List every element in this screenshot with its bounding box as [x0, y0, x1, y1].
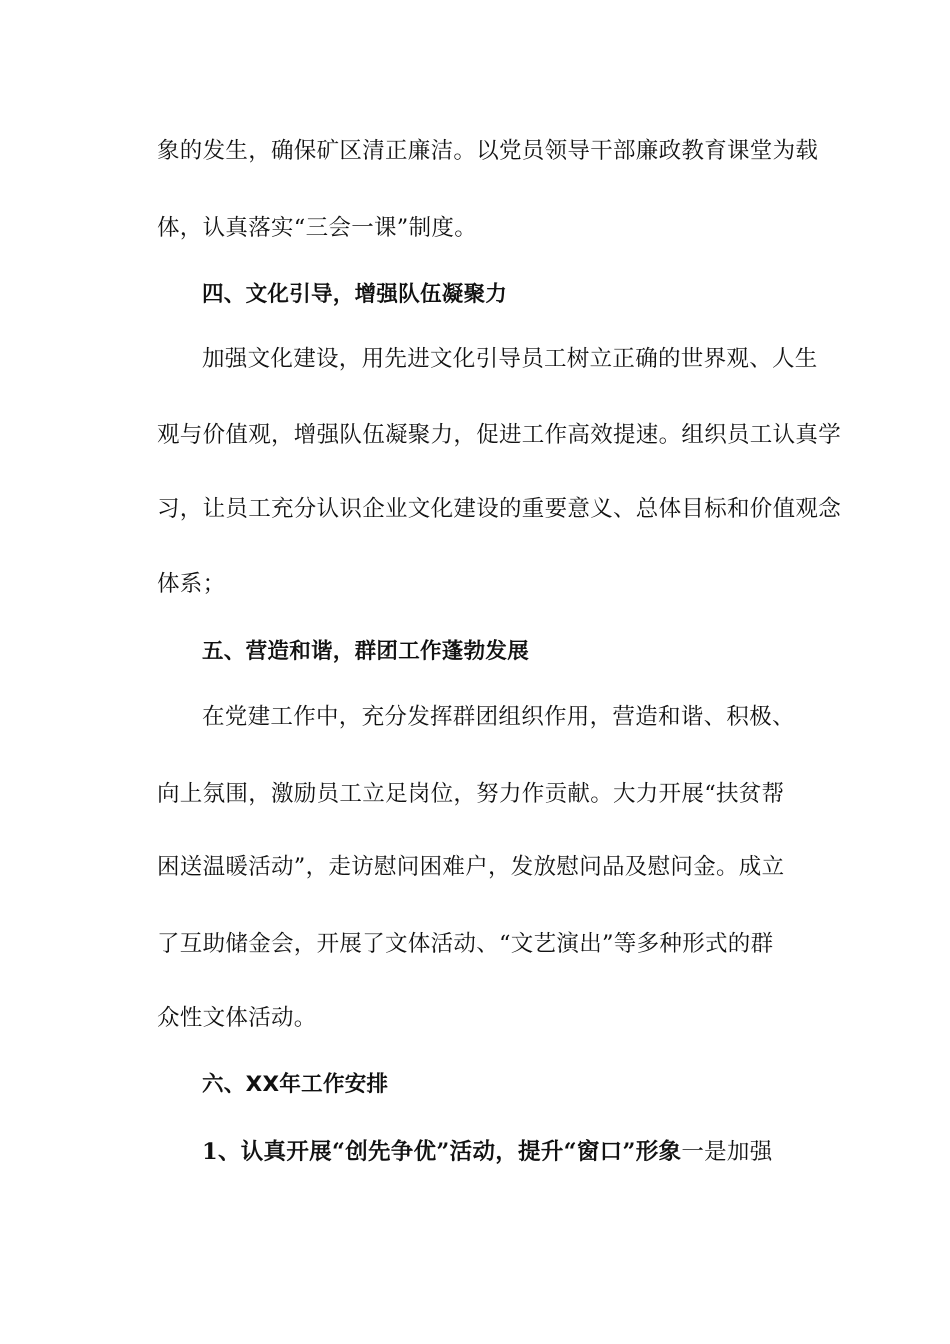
- body-line-7: 在党建工作中，充分发挥群团组织作用，营造和谐、积极、: [202, 704, 795, 730]
- body-line-11: 众性文体活动。: [157, 1005, 317, 1031]
- body-line-6: 体系；: [157, 571, 226, 597]
- section-heading-6: 六、XX年工作安排: [202, 1072, 389, 1097]
- subheading-continuation-text: 一是加强: [681, 1139, 773, 1165]
- body-line-2: 体，认真落实“三会一课”制度。: [157, 215, 478, 241]
- section-heading-5: 五、营造和谐，群团工作蓬勃发展: [202, 639, 530, 664]
- section-heading-4: 四、文化引导，增强队伍凝聚力: [202, 282, 508, 307]
- body-line-3: 加强文化建设，用先进文化引导员工树立正确的世界观、人生: [202, 346, 818, 372]
- body-line-1: 象的发生，确保矿区清正廉洁。以党员领导干部廉政教育课堂为载: [157, 138, 819, 164]
- subheading-bold-text: 1、认真开展“创先争优”活动，提升“窗口”形象: [202, 1139, 682, 1165]
- body-line-8: 向上氛围，激励员工立足岗位，努力作贡献。大力开展“扶贫帮: [157, 781, 785, 807]
- body-line-4: 观与价值观，增强队伍凝聚力，促进工作高效提速。组织员工认真学: [157, 422, 842, 448]
- body-line-12: [202, 1137, 773, 1167]
- body-line-9: 困送温暖活动”，走访慰问困难户，发放慰问品及慰问金。成立: [157, 854, 785, 880]
- body-line-10: 了互助储金会，开展了文体活动、“文艺演出”等多种形式的群: [157, 931, 774, 957]
- body-line-5: 习，让员工充分认识企业文化建设的重要意义、总体目标和价值观念: [157, 496, 842, 522]
